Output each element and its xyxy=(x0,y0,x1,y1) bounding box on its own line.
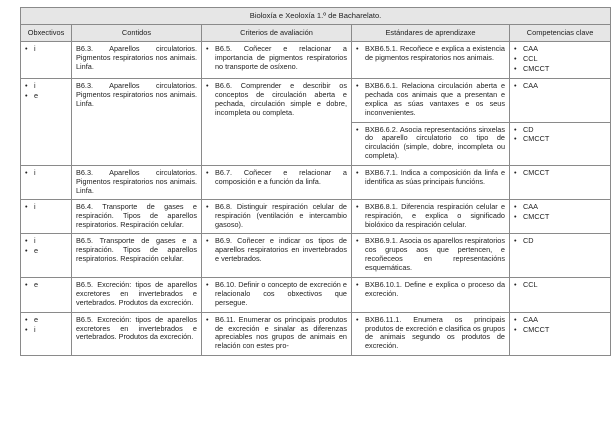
competence-item: • CCL xyxy=(514,281,606,290)
table-row xyxy=(21,312,611,356)
standard-list xyxy=(356,169,505,187)
header-contents: Contidos xyxy=(72,25,202,42)
competence-item: • CAA xyxy=(514,45,606,54)
competence-item: • CMCCT xyxy=(514,135,606,144)
content-cell: B6.5. Transporte de gases e a respiración. Tipos de aparellos respiratorios. Respiración celular. xyxy=(72,234,202,278)
header-standards: Estándares de aprendizaxe xyxy=(352,25,510,42)
standard-list xyxy=(356,281,505,299)
standard-list xyxy=(356,316,505,352)
competences-cell xyxy=(510,277,611,312)
objectives-cell xyxy=(21,234,72,278)
objectives-cell xyxy=(21,199,72,234)
curriculum-table xyxy=(20,7,611,356)
standard-text: • BXB6.6.1. Relaciona circulación aberta e pechada cos animais que a presentan e explica as súas vantaxes e os seus inconvenientes. xyxy=(356,82,505,118)
competence xyxy=(514,45,606,74)
content-cell: B6.3. Aparellos circulatorios. Pigmentos respiratorios nos animais. Linfa. xyxy=(72,42,202,79)
competence xyxy=(514,126,606,145)
criterion-text: • B6.9. Coñecer e indicar os tipos de aparellos respiratorios en invertebrados e vertebrados. xyxy=(206,237,347,264)
table-row xyxy=(21,78,611,122)
competence xyxy=(514,203,606,222)
competences-cell xyxy=(510,199,611,234)
objective-item: • e xyxy=(25,281,67,290)
table-title: Bioloxía e Xeoloxía 1.º de Bacharelato. xyxy=(21,8,611,25)
table-row xyxy=(21,234,611,278)
standard-list xyxy=(356,126,505,162)
standard-text: • BXB6.8.1. Diferencia respiración celular e respiración, e explica o significado biolóxico da respiración celular. xyxy=(356,203,505,230)
criterion-text: • B6.10. Definir o concepto de excreción e relacionalo cos obxectivos que persegue. xyxy=(206,281,347,308)
standard-cell xyxy=(352,199,510,234)
objective xyxy=(25,45,67,54)
criterion-list xyxy=(206,203,347,230)
objective-item: • i xyxy=(25,237,67,246)
standard-cell xyxy=(352,312,510,356)
criterion-cell xyxy=(202,166,352,200)
objective-item: • i xyxy=(25,203,67,212)
standard-cell xyxy=(352,166,510,200)
objective-item: • e xyxy=(25,247,67,256)
standard-cell xyxy=(352,78,510,122)
criterion-text: • B6.11. Enumerar os principais produtos de excreción e sinalar as diferenzas apreciables nos grupos de animais en relación con estes pro- xyxy=(206,316,347,352)
competence-item: • CD xyxy=(514,237,606,246)
competences-cell xyxy=(510,312,611,356)
table-row xyxy=(21,199,611,234)
competences-cell xyxy=(510,78,611,122)
standard-text: • BXB6.9.1. Asocia os aparellos respiratorios cos grupos aos que pertencen, e recoñeceos en representacións esquemáticas. xyxy=(356,237,505,273)
objective-item: • i xyxy=(25,326,67,335)
criterion-list xyxy=(206,237,347,264)
competence-item: • CAA xyxy=(514,316,606,325)
criterion-cell xyxy=(202,199,352,234)
table-row xyxy=(21,42,611,79)
content-cell: B6.3. Aparellos circulatorios. Pigmentos respiratorios nos animais. Linfa. xyxy=(72,78,202,165)
objective xyxy=(25,237,67,256)
competence-item: • CMCCT xyxy=(514,65,606,74)
table-row xyxy=(21,277,611,312)
table-row xyxy=(21,166,611,200)
competence-item: • CD xyxy=(514,126,606,135)
header-row xyxy=(21,25,611,42)
competence xyxy=(514,82,606,91)
standard-list xyxy=(356,82,505,118)
objective-item: • i xyxy=(25,45,67,54)
competence-item: • CCL xyxy=(514,55,606,64)
content-cell: B6.4. Transporte de gases e respiración. Tipos de aparellos respiratorios. Respiración celular. xyxy=(72,199,202,234)
criterion-list xyxy=(206,281,347,308)
standard-cell xyxy=(352,234,510,278)
standard-list xyxy=(356,203,505,230)
objective xyxy=(25,281,67,290)
competences-cell xyxy=(510,122,611,166)
criterion-cell xyxy=(202,234,352,278)
competence xyxy=(514,169,606,178)
standard-text: • BXB6.10.1. Define e explica o proceso da excreción. xyxy=(356,281,505,299)
competences-cell xyxy=(510,166,611,200)
header-criteria: Criterios de avaliación xyxy=(202,25,352,42)
objective xyxy=(25,316,67,335)
objectives-cell xyxy=(21,78,72,165)
criterion-text: • B6.8. Distinguir respiración celular de respiración (ventilación e intercambio gasoso). xyxy=(206,203,347,230)
table-body xyxy=(21,42,611,356)
competences-cell xyxy=(510,234,611,278)
objective-item: • i xyxy=(25,82,67,91)
standard-list xyxy=(356,45,505,63)
objective-item: • i xyxy=(25,169,67,178)
competence-item: • CMCCT xyxy=(514,326,606,335)
objectives-cell xyxy=(21,277,72,312)
competence-item: • CAA xyxy=(514,82,606,91)
criterion-text: • B6.5. Coñecer e relacionar a importancia de pigmentos respiratorios no transporte de osíxeno. xyxy=(206,45,347,72)
criterion-list xyxy=(206,45,347,72)
criterion-list xyxy=(206,316,347,352)
criterion-text: • B6.7. Coñecer e relacionar a composición e a función da linfa. xyxy=(206,169,347,187)
objectives-cell xyxy=(21,312,72,356)
standard-text: • BXB6.5.1. Recoñece e explica a existencia de pigmentos respiratorios nos animais. xyxy=(356,45,505,63)
header-competences: Competencias clave xyxy=(510,25,611,42)
content-cell: B6.5. Excreción: tipos de aparellos excretores en invertebrados e vertebrados. Produtos da excreción. xyxy=(72,277,202,312)
criterion-cell xyxy=(202,42,352,79)
objectives-cell xyxy=(21,166,72,200)
curriculum-page xyxy=(20,7,610,356)
content-cell: B6.3. Aparellos circulatorios. Pigmentos respiratorios nos animais. Linfa. xyxy=(72,166,202,200)
standard-cell xyxy=(352,42,510,79)
competence-item: • CMCCT xyxy=(514,213,606,222)
criterion-cell xyxy=(202,78,352,165)
header-objectives: Obxectivos xyxy=(21,25,72,42)
standard-cell xyxy=(352,122,510,166)
competences-cell xyxy=(510,42,611,79)
content-cell: B6.5. Excreción: tipos de aparellos excretores en invertebrados e vertebrados. Produtos da excreción. xyxy=(72,312,202,356)
criterion-cell xyxy=(202,277,352,312)
objective xyxy=(25,82,67,101)
competence xyxy=(514,316,606,335)
competence-item: • CAA xyxy=(514,203,606,212)
competence-item: • CMCCT xyxy=(514,169,606,178)
competence xyxy=(514,281,606,290)
standard-list xyxy=(356,237,505,273)
criterion-text: • B6.6. Comprender e describir os conceptos de circulación aberta e pechada, circulación simple e dobre, incompleta ou completa. xyxy=(206,82,347,118)
objective-item: • e xyxy=(25,316,67,325)
standard-cell xyxy=(352,277,510,312)
criterion-list xyxy=(206,82,347,118)
competence xyxy=(514,237,606,246)
objective-item: • e xyxy=(25,92,67,101)
objective xyxy=(25,169,67,178)
standard-text: • BXB6.11.1. Enumera os principais produtos de excreción e clasifica os grupos de animais segundo os produtos de excreción. xyxy=(356,316,505,352)
criterion-cell xyxy=(202,312,352,356)
objectives-cell xyxy=(21,42,72,79)
standard-text: • BXB6.6.2. Asocia representacións sinxelas do aparello circulatorio co tipo de circulación (simple, dobre, incompleta ou completa). xyxy=(356,126,505,162)
objective xyxy=(25,203,67,212)
standard-text: • BXB6.7.1. Indica a composición da linfa e identifica as súas principais funcións. xyxy=(356,169,505,187)
criterion-list xyxy=(206,169,347,187)
